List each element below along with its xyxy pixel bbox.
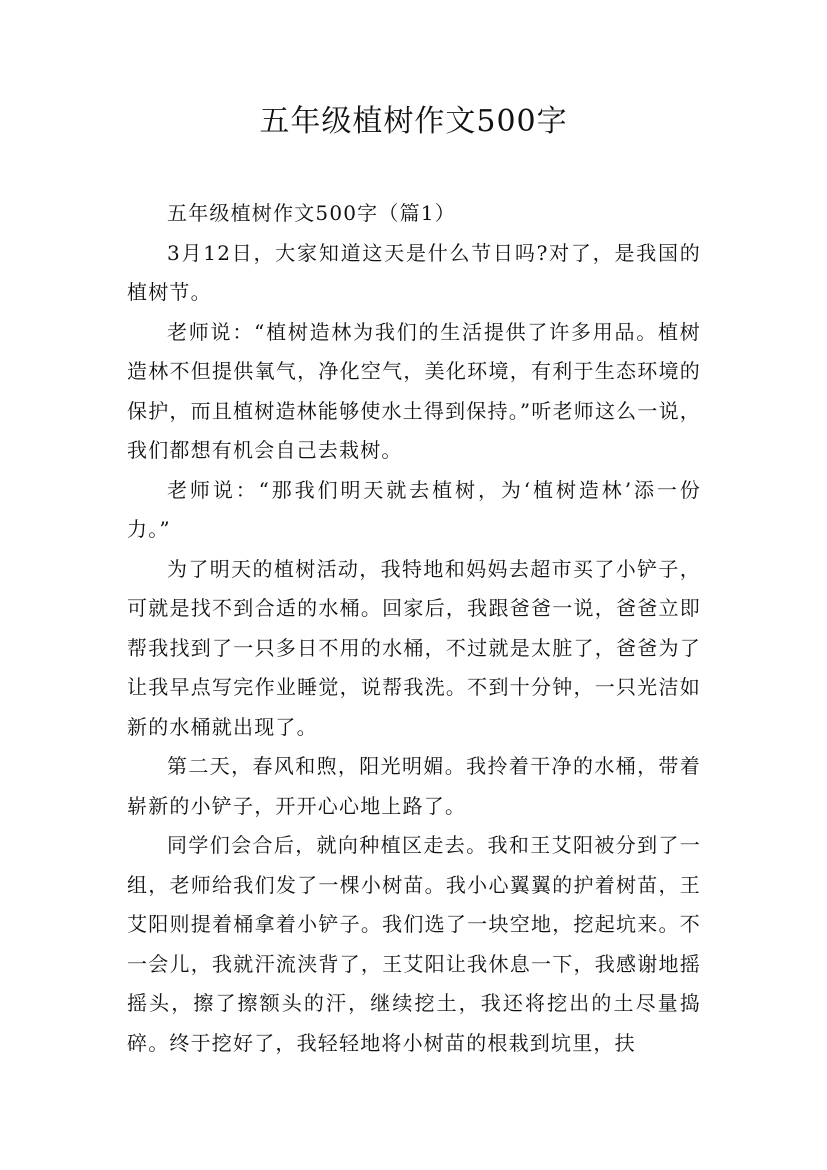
- paragraph: 老师说：“植树造林为我们的生活提供了许多用品。植树造林不但提供氧气，净化空气，美化环境，有利于生态环境的保护，而且植树造林能够使水土得到保持。”听老师这么一说，我们都想有机会自己去栽树。: [127, 319, 701, 462]
- paragraph-heading: 五年级植树作文500字（篇1）: [167, 201, 456, 225]
- paragraph: 第二天，春风和煦，阳光明媚。我拎着干净的水桶，带着崭新的小铲子，开开心心地上路了。: [127, 754, 701, 818]
- paragraph: 3月12日，大家知道这天是什么节日吗?对了，是我国的植树节。: [127, 240, 701, 304]
- paragraph: 老师说：“那我们明天就去植树，为‘植树造林’添一份力。”: [127, 477, 701, 541]
- paragraph: 同学们会合后，就向种植区走去。我和王艾阳被分到了一组，老师给我们发了一棵小树苗。我小心翼翼的护着树苗，王艾阳则提着桶拿着小铲子。我们选了一块空地，挖起坑来。不一会儿，我就汗流浃背了，王艾阳让我休息一下，我感谢地摇摇头，擦了擦额头的汗，继续挖土，我还将挖出的土尽量捣碎。终于挖好了，我轻轻地将小树苗的根栽到坑里，扶: [127, 833, 701, 1055]
- paragraph: 为了明天的植树活动，我特地和妈妈去超市买了小铲子，可就是找不到合适的水桶。回家后，我跟爸爸一说，爸爸立即帮我找到了一只多日不用的水桶，不过就是太脏了，爸爸为了让我早点写完作业睡觉，说帮我洗。不到十分钟，一只光洁如新的水桶就出现了。: [127, 556, 701, 739]
- document-title: 五年级植树作文500字: [259, 104, 568, 139]
- document-body: [127, 194, 701, 1063]
